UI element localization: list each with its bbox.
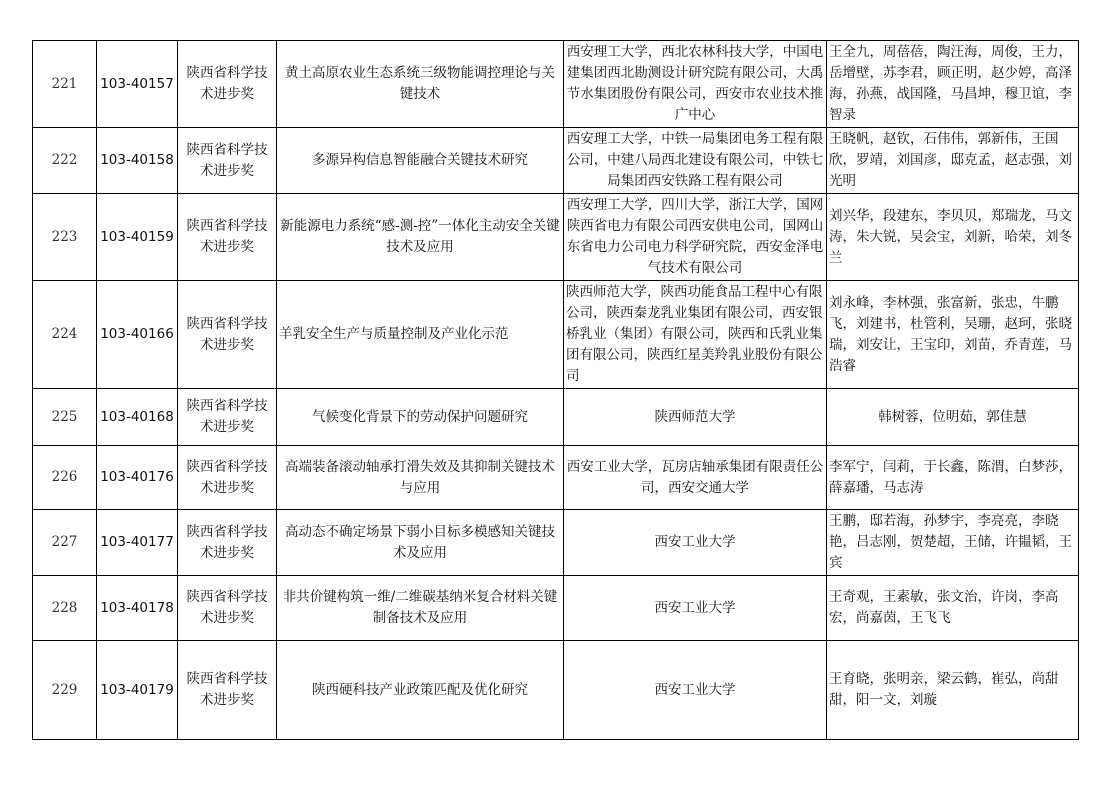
project-code: 103-40177 bbox=[97, 510, 178, 576]
table-row bbox=[33, 128, 1079, 194]
project-name: 高端装备滚动轴承打滑失效及其抑制关键技术与应用 bbox=[277, 446, 564, 510]
award-type: 陕西省科学技术进步奖 bbox=[178, 446, 277, 510]
awards-table bbox=[32, 40, 1079, 740]
project-name: 陕西硬科技产业政策匹配及优化研究 bbox=[277, 641, 564, 740]
completing-people: 刘兴华，段建东，李贝贝，郑瑞龙，马文涛，朱大锐，吴会宝，刘新，哈荣，刘冬兰 bbox=[827, 194, 1079, 281]
row-index: 229 bbox=[33, 641, 97, 740]
table-row bbox=[33, 510, 1079, 576]
table-row bbox=[33, 194, 1079, 281]
award-type: 陕西省科学技术进步奖 bbox=[178, 510, 277, 576]
table-row bbox=[33, 576, 1079, 641]
completing-units: 西安工业大学 bbox=[564, 510, 827, 576]
row-index: 228 bbox=[33, 576, 97, 641]
row-index: 227 bbox=[33, 510, 97, 576]
award-type: 陕西省科学技术进步奖 bbox=[178, 128, 277, 194]
completing-units: 西安理工大学，四川大学，浙江大学，国网陕西省电力有限公司西安供电公司，国网山东省电力公司电力科学研究院，西安金泽电气技术有限公司 bbox=[564, 194, 827, 281]
completing-units: 西安工业大学 bbox=[564, 641, 827, 740]
project-name: 高动态不确定场景下弱小目标多模感知关键技术及应用 bbox=[277, 510, 564, 576]
completing-units: 西安理工大学，中铁一局集团电务工程有限公司，中建八局西北建设有限公司，中铁七局集团西安铁路工程有限公司 bbox=[564, 128, 827, 194]
project-name: 黄土高原农业生态系统三级物能调控理论与关键技术 bbox=[277, 41, 564, 128]
table-row bbox=[33, 41, 1079, 128]
award-type: 陕西省科学技术进步奖 bbox=[178, 389, 277, 446]
project-code: 103-40178 bbox=[97, 576, 178, 641]
completing-people: 王育晓，张明亲，梁云鹤，崔弘，尚甜甜，阳一文，刘璇 bbox=[827, 641, 1079, 740]
project-name: 多源异构信息智能融合关键技术研究 bbox=[277, 128, 564, 194]
award-type: 陕西省科学技术进步奖 bbox=[178, 281, 277, 389]
award-type: 陕西省科学技术进步奖 bbox=[178, 576, 277, 641]
row-index: 225 bbox=[33, 389, 97, 446]
completing-people: 韩树蓉，位明茹，郭佳慧 bbox=[827, 389, 1079, 446]
project-name: 新能源电力系统“感-测-控”一体化主动安全关键技术及应用 bbox=[277, 194, 564, 281]
row-index: 222 bbox=[33, 128, 97, 194]
completing-people: 王全九，周蓓蓓，陶汪海，周俊，王力，岳增壁，苏李君，顾正明，赵少婷，高泽海，孙燕，战国隆，马昌坤，穆卫谊，李智录 bbox=[827, 41, 1079, 128]
completing-people: 王鹏，邸若海，孙梦宇，李亮亮，李晓艳，吕志刚，贺楚超，王储，许韫韬，王宾 bbox=[827, 510, 1079, 576]
project-name: 羊乳安全生产与质量控制及产业化示范 bbox=[277, 281, 564, 389]
row-index: 226 bbox=[33, 446, 97, 510]
completing-people: 李军宁，闫莉，于长鑫，陈渭，白梦莎，薛嘉璠，马志涛 bbox=[827, 446, 1079, 510]
row-index: 221 bbox=[33, 41, 97, 128]
row-index: 223 bbox=[33, 194, 97, 281]
completing-units: 陕西师范大学 bbox=[564, 389, 827, 446]
project-code: 103-40179 bbox=[97, 641, 178, 740]
completing-units: 陕西师范大学，陕西功能食品工程中心有限公司，陕西秦龙乳业集团有限公司，西安银桥乳业（集团）有限公司，陕西和氏乳业集团有限公司，陕西红星美羚乳业股份有限公司 bbox=[564, 281, 827, 389]
project-code: 103-40166 bbox=[97, 281, 178, 389]
project-name: 非共价键构筑一维/二维碳基纳米复合材料关键制备技术及应用 bbox=[277, 576, 564, 641]
completing-people: 王晓帆，赵钦，石伟伟，郭新伟，王国欣，罗靖，刘国彦，邸克孟，赵志强，刘光明 bbox=[827, 128, 1079, 194]
project-code: 103-40159 bbox=[97, 194, 178, 281]
award-type: 陕西省科学技术进步奖 bbox=[178, 194, 277, 281]
table-row bbox=[33, 641, 1079, 740]
project-code: 103-40157 bbox=[97, 41, 178, 128]
table-row bbox=[33, 389, 1079, 446]
completing-units: 西安工业大学 bbox=[564, 576, 827, 641]
award-type: 陕西省科学技术进步奖 bbox=[178, 641, 277, 740]
completing-units: 西安工业大学，瓦房店轴承集团有限责任公司，西安交通大学 bbox=[564, 446, 827, 510]
table-row bbox=[33, 446, 1079, 510]
project-code: 103-40176 bbox=[97, 446, 178, 510]
completing-people: 刘永峰，李林强，张富新，张忠，牛鹏飞，刘建书，杜管利，吴珊，赵珂，张晓瑞，刘安让，王宝印，刘苗，乔青莲，马浩睿 bbox=[827, 281, 1079, 389]
project-code: 103-40168 bbox=[97, 389, 178, 446]
table-row bbox=[33, 281, 1079, 389]
completing-people: 王奇观，王素敏，张文治，许岗，李高宏，尚嘉茵，王飞飞 bbox=[827, 576, 1079, 641]
award-type: 陕西省科学技术进步奖 bbox=[178, 41, 277, 128]
project-code: 103-40158 bbox=[97, 128, 178, 194]
project-name: 气候变化背景下的劳动保护问题研究 bbox=[277, 389, 564, 446]
completing-units: 西安理工大学，西北农林科技大学，中国电建集团西北勘测设计研究院有限公司，大禹节水集团股份有限公司，西安市农业技术推广中心 bbox=[564, 41, 827, 128]
row-index: 224 bbox=[33, 281, 97, 389]
